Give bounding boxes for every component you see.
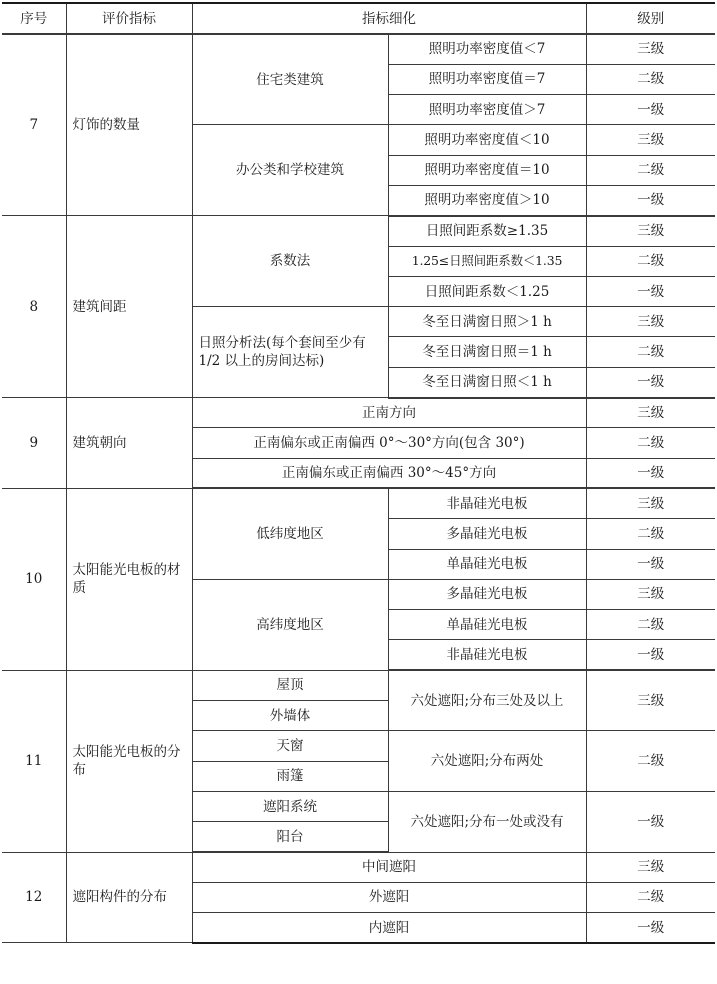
indicator-name: 建筑朝向: [66, 398, 192, 489]
header-indicator: 评价指标: [66, 3, 192, 34]
placement: 遮阳系统: [192, 791, 388, 821]
indicator-name: 建筑间距: [66, 216, 192, 398]
criterion: 正南偏东或正南偏西 0°～30°方向(包含 30°): [192, 428, 586, 458]
criterion: 多晶硅光电板: [388, 519, 586, 549]
table-header-row: [2, 3, 715, 34]
placement: 雨篷: [192, 761, 388, 791]
criterion: 非晶硅光电板: [388, 640, 586, 670]
header-detail: 指标细化: [192, 3, 586, 34]
criterion: 中间遮阳: [192, 852, 586, 882]
criterion: 冬至日满窗日照＜1 h: [388, 367, 586, 397]
criterion: 照明功率密度值＜10: [388, 125, 586, 155]
level: 三级: [586, 216, 715, 246]
sub-category: 低纬度地区: [192, 488, 388, 579]
criterion: 照明功率密度值＝7: [388, 64, 586, 94]
distribution-rule: 六处遮阳;分布两处: [388, 731, 586, 792]
level: 三级: [586, 579, 715, 609]
level: 一级: [586, 791, 715, 852]
level: 二级: [586, 64, 715, 94]
evaluation-table: [2, 2, 715, 944]
level: 一级: [586, 185, 715, 215]
row-index: 10: [2, 488, 66, 670]
criterion: 1.25≤日照间距系数＜1.35: [388, 246, 586, 276]
level: 二级: [586, 246, 715, 276]
indicator-name: 遮阳构件的分布: [66, 852, 192, 943]
placement: 阳台: [192, 822, 388, 852]
table-row: [2, 216, 715, 246]
level: 三级: [586, 670, 715, 731]
criterion: 单晶硅光电板: [388, 610, 586, 640]
level: 一级: [586, 913, 715, 943]
level: 一级: [586, 276, 715, 306]
level: 二级: [586, 882, 715, 912]
table-row: [2, 670, 715, 700]
criterion: 照明功率密度值＜7: [388, 34, 586, 64]
level: 三级: [586, 307, 715, 337]
criterion: 多晶硅光电板: [388, 579, 586, 609]
criterion: 日照间距系数＜1.25: [388, 276, 586, 306]
level: 二级: [586, 731, 715, 792]
level: 二级: [586, 155, 715, 185]
row-index: 12: [2, 852, 66, 943]
sub-category: 住宅类建筑: [192, 34, 388, 125]
sub-category: 办公类和学校建筑: [192, 125, 388, 216]
criterion: 日照间距系数≥1.35: [388, 216, 586, 246]
placement: 天窗: [192, 731, 388, 761]
table-row: [2, 488, 715, 518]
distribution-rule: 六处遮阳;分布一处或没有: [388, 791, 586, 852]
level: 二级: [586, 428, 715, 458]
criterion: 外遮阳: [192, 882, 586, 912]
level: 三级: [586, 34, 715, 64]
sub-category: 日照分析法(每个套间至少有 1/2 以上的房间达标): [192, 307, 388, 398]
criterion: 单晶硅光电板: [388, 549, 586, 579]
level: 一级: [586, 458, 715, 488]
level: 二级: [586, 610, 715, 640]
table-row: [2, 852, 715, 882]
criterion: 冬至日满窗日照＝1 h: [388, 337, 586, 367]
criterion: 照明功率密度值＝10: [388, 155, 586, 185]
row-index: 11: [2, 670, 66, 852]
criterion: 照明功率密度值＞10: [388, 185, 586, 215]
header-level: 级别: [586, 3, 715, 34]
indicator-name: 灯饰的数量: [66, 34, 192, 216]
row-index: 7: [2, 34, 66, 216]
indicator-name: 太阳能光电板的材质: [66, 488, 192, 670]
row-index: 9: [2, 398, 66, 489]
level: 一级: [586, 367, 715, 397]
placement: 外墙体: [192, 701, 388, 731]
sub-category: 系数法: [192, 216, 388, 307]
level: 一级: [586, 95, 715, 125]
sub-category: 高纬度地区: [192, 579, 388, 670]
level: 二级: [586, 519, 715, 549]
indicator-name: 太阳能光电板的分布: [66, 670, 192, 852]
criterion: 冬至日满窗日照＞1 h: [388, 307, 586, 337]
level: 三级: [586, 852, 715, 882]
level: 一级: [586, 640, 715, 670]
level: 二级: [586, 337, 715, 367]
level: 三级: [586, 125, 715, 155]
criterion: 非晶硅光电板: [388, 488, 586, 518]
level: 三级: [586, 398, 715, 428]
criterion: 内遮阳: [192, 913, 586, 943]
level: 三级: [586, 488, 715, 518]
level: 一级: [586, 549, 715, 579]
criterion: 正南偏东或正南偏西 30°～45°方向: [192, 458, 586, 488]
row-index: 8: [2, 216, 66, 398]
table-row: [2, 398, 715, 428]
table-row: [2, 34, 715, 64]
criterion: 照明功率密度值＞7: [388, 95, 586, 125]
criterion: 正南方向: [192, 398, 586, 428]
distribution-rule: 六处遮阳;分布三处及以上: [388, 670, 586, 731]
header-index: 序号: [2, 3, 66, 34]
placement: 屋顶: [192, 670, 388, 700]
